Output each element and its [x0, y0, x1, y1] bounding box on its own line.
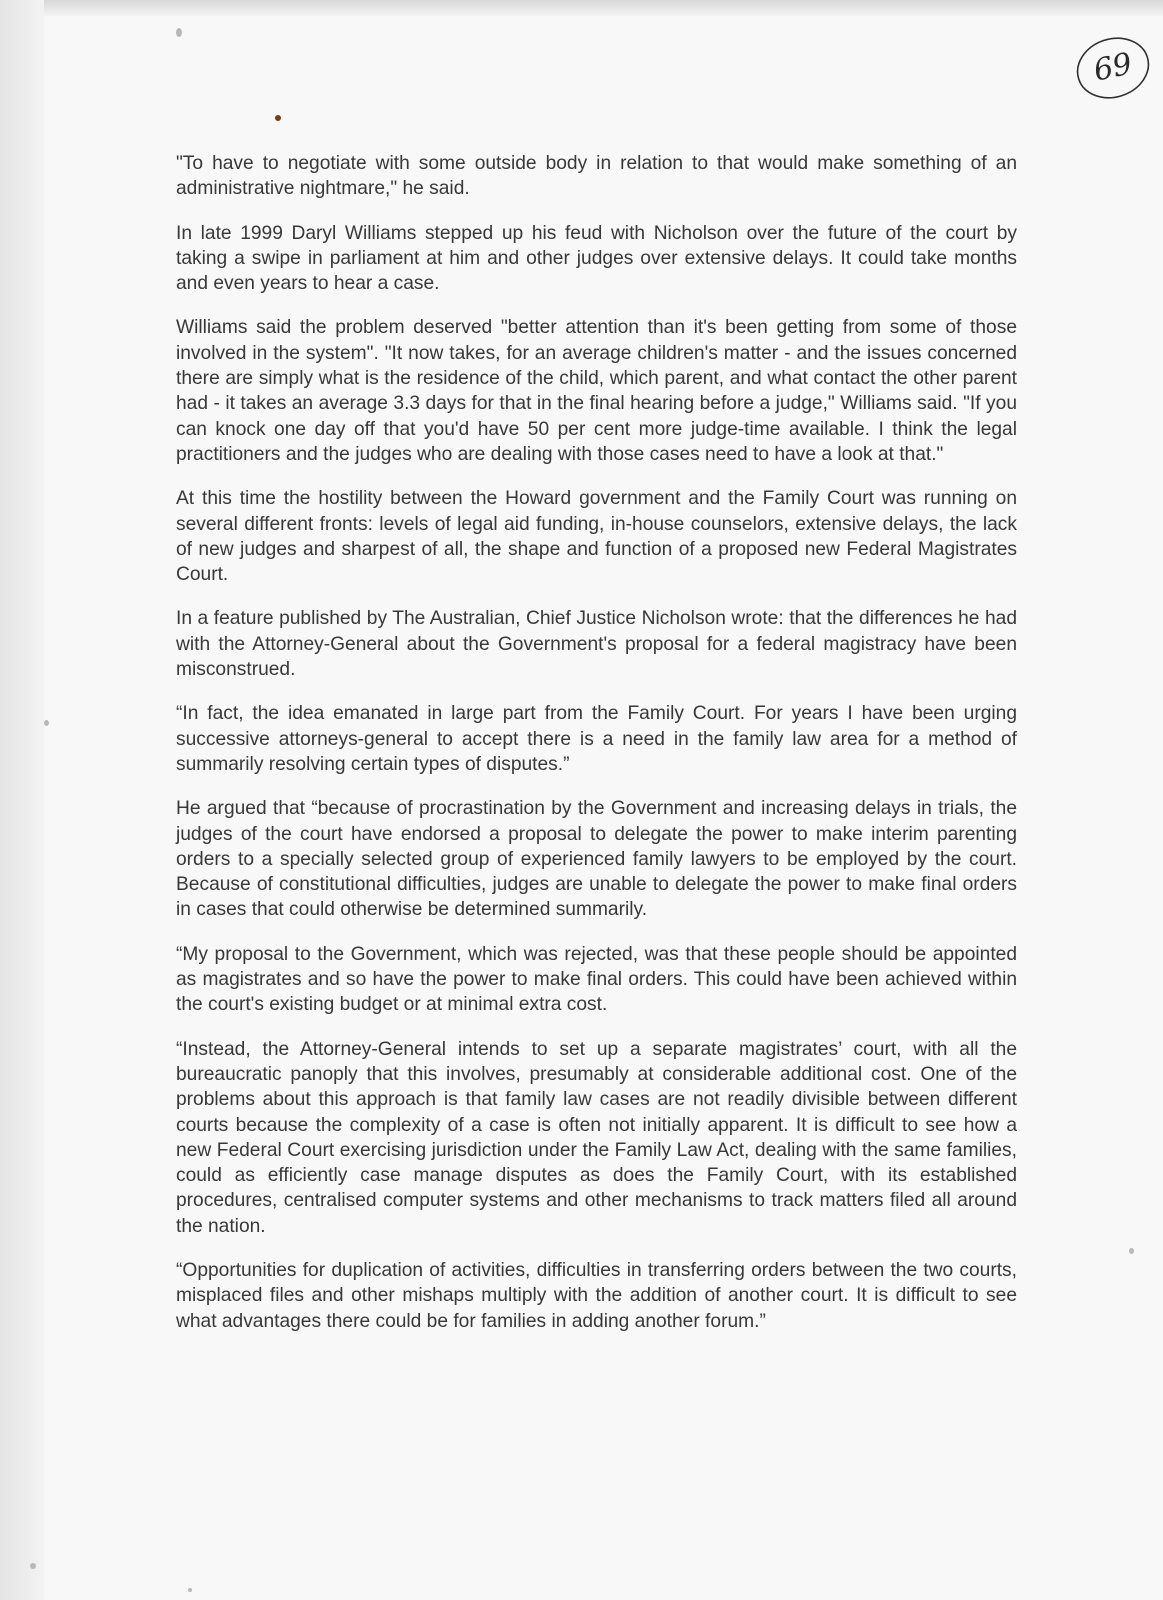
scan-speck	[1129, 1248, 1134, 1254]
body-paragraph: At this time the hostility between the Howard government and the Family Court was running on several different fronts: levels of legal aid funding, in-house counselors, extensive delays, the lack of new judges and sharpest of all, the shape and function of a proposed new Federal Magistrates Court.	[176, 488, 1017, 586]
handwritten-page-number	[1073, 34, 1153, 102]
scan-speck	[44, 720, 49, 726]
body-paragraph: “Instead, the Attorney-General intends to set up a separate magistrates’ court, with all the bureaucratic panoply that this involves, presumably at considerable additional cost. One of the problems about this approach is that family law cases are not readily divisible between different courts because the complexity of a case is often not initially apparent. It is difficult to see how a new Federal Court exercising jurisdiction under the Family Law Act, dealing with the same families, could as efficiently case manage disputes as does the Family Court, with its established procedures, centralised computer systems and other mechanisms to track matters filed all around the nation.	[176, 1038, 1017, 1237]
scan-speck	[30, 1563, 36, 1569]
body-paragraph: "To have to negotiate with some outside body in relation to that would make something of an administrative nightmare," he said.	[176, 153, 1017, 200]
body-paragraph: “In fact, the idea emanated in large part from the Family Court. For years I have been urging successive attorneys-general to accept there is a need in the family law area for a method of summarily resolving certain types of disputes.”	[176, 703, 1017, 775]
body-paragraph: In a feature published by The Australian, Chief Justice Nicholson wrote: that the differences he had with the Attorney-General about the Government's proposal for a federal magistracy have been misconstrued.	[176, 608, 1017, 681]
scan-edge-left	[0, 0, 44, 1600]
scan-edge-top	[0, 0, 1163, 16]
body-paragraph: In late 1999 Daryl Williams stepped up his feud with Nicholson over the future of the court by taking a swipe in parliament at him and other judges over extensive delays. It could take months and even years to hear a case.	[176, 222, 1017, 295]
scan-speck	[188, 1588, 192, 1592]
document-body	[176, 151, 1017, 1353]
body-paragraph: “My proposal to the Government, which was rejected, was that these people should be appointed as magistrates and so have the power to make final orders. This could have been achieved within the court's existing budget or at minimal extra cost.	[176, 943, 1017, 1016]
body-paragraph: “Opportunities for duplication of activities, difficulties in transferring orders between the two courts, misplaced files and other mishaps multiply with the addition of another court. It is difficult to see what advantages there could be for families in adding another forum.”	[176, 1259, 1017, 1332]
body-paragraph: Williams said the problem deserved "better attention than it's been getting from some of those involved in the system". "It now takes, for an average children's matter - and the issues concerned there are simply what is the residence of the child, which parent, and what contact the other parent had - it takes an average 3.3 days for that in the final hearing before a judge," Williams said. "If you can knock one day off that you'd have 50 per cent more judge-time available. I think the legal practitioners and the judges who are dealing with those cases need to have a look at that."	[176, 317, 1017, 465]
stray-mark	[275, 115, 281, 121]
body-paragraph: He argued that “because of procrastination by the Government and increasing delays in trials, the judges of the court have endorsed a proposal to delegate the power to make interim parenting orders to a specially selected group of experienced family lawyers to be employed by the court. Because of constitutional difficulties, judges are unable to delegate the power to make final orders in cases that could otherwise be determined summarily.	[176, 798, 1017, 921]
scan-speck	[176, 28, 182, 37]
page-number-label: 69	[1090, 46, 1136, 89]
